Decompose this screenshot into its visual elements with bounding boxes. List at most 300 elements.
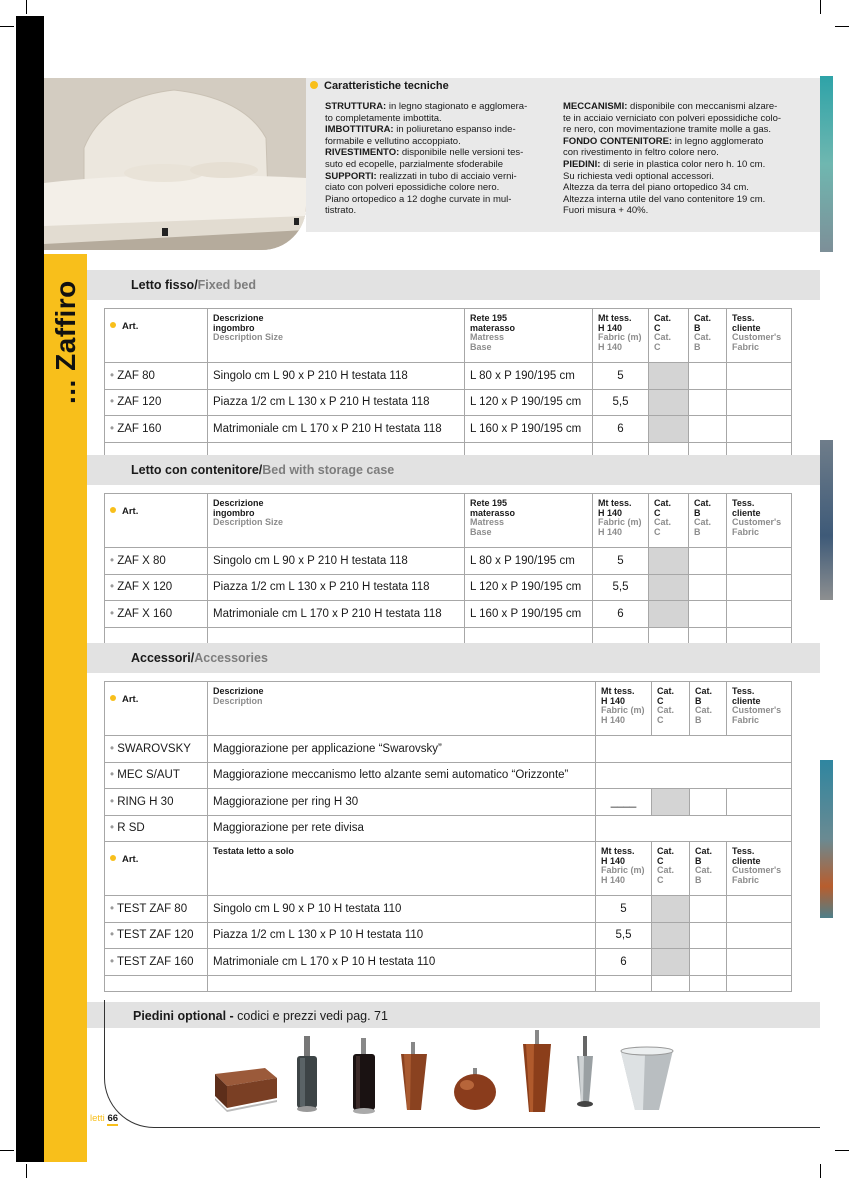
tech-line [563,159,818,171]
edge-strip [820,760,833,918]
table-row [105,922,792,949]
bullet-icon: • [110,742,118,755]
feet-illustrations [205,1030,675,1118]
section-title-it: Letto fisso/ [131,278,198,292]
edge-strip [820,440,833,600]
header-text-en: Fabric (m) [598,517,642,527]
art-code: TEST ZAF 80 [117,902,188,915]
tech-text: Su richiesta vedi optional accessori. [563,170,715,182]
header-text-en: Cat. [657,705,675,715]
tech-line [563,113,818,125]
header-text-en: Fabric [732,714,760,725]
cell-art [105,601,208,628]
cell-description: Maggiorazione per ring H 30 [208,789,596,816]
bullet-dot-icon [110,855,116,861]
header-text: Cat. [657,686,675,696]
header-text-en: C [654,526,661,537]
tech-label: PIEDINI: [563,158,601,170]
cell-cat-c [652,896,690,923]
bullet-icon: • [110,822,118,835]
fixed-bed-table [104,308,792,459]
tech-left-column [325,101,555,217]
cell-fabric [596,815,792,842]
header-text-en: Cat. [654,517,672,527]
header-text: Tess. [732,846,755,856]
cell-rete: L 120 x P 190/195 cm [465,389,593,416]
header-text-en: C [657,874,664,885]
cell-art [105,762,208,789]
tech-text: to completamente imbottita. [325,112,442,124]
section-title-en: Accessories [194,651,268,665]
header-text: Tess. [732,498,755,508]
header-text-en: H 140 [598,341,623,352]
cell-empty [690,975,727,991]
bullet-dot-icon [310,81,318,89]
header-customer-fabric [727,682,792,736]
header-text-en: Matress [470,332,505,342]
cell-art [105,922,208,949]
table-row [105,416,792,443]
header-text: Tess. [732,686,755,696]
cell-empty [689,627,727,643]
header-text: H 140 [598,322,623,333]
header-text-en: Customer's [732,332,782,342]
cell-cat-b [690,922,727,949]
tech-line [563,101,818,113]
cell-cat-b [689,416,727,443]
edge-strip [820,76,833,252]
bullet-icon: • [110,769,118,782]
foot-metal-cone-icon [577,1036,593,1107]
cell-description: Piazza 1/2 cm L 130 x P 210 H testata 118 [208,574,465,601]
tech-label: STRUTTURA: [325,101,387,112]
tech-text: re nero, con movimentazione tramite molle a gas. [563,124,772,136]
cell-cat-b [689,548,727,575]
header-cat-b [690,682,727,736]
bed-photo [44,78,306,250]
cell-cat-c [652,949,690,976]
page-number: 66 [107,1113,119,1124]
tech-line [325,194,555,206]
cell-rete: L 120 x P 190/195 cm [465,574,593,601]
table-row [105,736,792,763]
section-band-fixed [87,270,820,300]
cell-description: Piazza 1/2 cm L 130 x P 210 H testata 118 [208,389,465,416]
tech-label: FONDO CONTENITORE: [563,135,673,147]
header-cat-b [689,309,727,363]
header-fabric [593,494,649,548]
header-text: B [694,322,701,333]
header-cat-b [690,842,727,896]
section-band-storage [87,455,820,485]
table-header [105,309,792,363]
tech-text: realizzati in tubo di acciaio verni- [376,170,517,182]
cell-cat-c [649,548,689,575]
tech-line [563,124,818,136]
tech-text: tistrato. [325,205,357,217]
header-rete [465,494,593,548]
cell-fabric: ____ [596,789,652,816]
header-text: Descrizione [213,498,264,508]
cell-empty [649,627,689,643]
cell-art [105,416,208,443]
table-row [105,389,792,416]
header-text: ingombro [213,322,255,333]
header-text: Descrizione [213,686,264,696]
header-cat-b [689,494,727,548]
art-code: ZAF 160 [117,422,162,435]
side-title: ... Zaffiro [50,280,81,404]
cell-empty [105,627,208,643]
bullet-icon: • [110,581,118,594]
header-text-en: C [657,714,664,725]
cell-description: Matrimoniale cm L 170 x P 210 H testata 118 [208,601,465,628]
tech-line [325,205,555,217]
cell-customer-fabric [727,896,792,923]
tech-right-column [563,101,818,217]
header-text: Cat. [695,846,713,856]
header-fabric [596,682,652,736]
header-text-en: Fabric [732,341,760,352]
cell-empty [727,627,792,643]
header-text-en: Fabric [732,874,760,885]
header-customer-fabric [727,842,792,896]
art-code: MEC S/AUT [117,769,180,782]
header-text: Cat. [694,498,712,508]
header-art [105,494,208,548]
header-text: Rete 195 [470,498,508,508]
cell-fabric: 6 [593,601,649,628]
header-text: Mt tess. [598,498,632,508]
header-text-en: Cat. [694,517,712,527]
cell-description: Maggiorazione meccanismo letto alzante semi automatico “Orizzonte” [208,762,596,789]
cell-fabric: 5,5 [596,922,652,949]
cell-art [105,815,208,842]
tech-line [325,171,555,183]
art-code: ZAF 80 [117,369,155,382]
bullet-icon: • [110,607,118,620]
header-text-en: Matress [470,517,505,527]
header-text-en: Customer's [732,517,782,527]
cell-cat-b [689,574,727,601]
table-header [105,682,792,736]
page-footer [90,1113,118,1124]
bullet-dot-icon [110,695,116,701]
header-cat-c [652,682,690,736]
tech-text: Piano ortopedico a 12 doghe curvate in mul- [325,193,512,205]
bullet-dot-icon [110,507,116,513]
tech-text: Altezza interna utile del vano contenitore 19 cm. [563,193,766,205]
header-text: Mt tess. [598,313,632,323]
cell-empty [208,627,465,643]
header-text: materasso [470,322,516,333]
tech-line [325,136,555,148]
bullet-icon: • [110,396,118,409]
storage-bed-table [104,493,792,644]
header-art [105,309,208,363]
cell-empty [208,975,596,991]
tech-line [325,159,555,171]
table-header [105,842,792,896]
tech-text: ciato con polveri epossidiche colore nero. [325,182,500,194]
bullet-icon: • [110,795,118,808]
header-text-en: Cat. [695,865,713,875]
header-customer-fabric [727,494,792,548]
header-text: Cat. [657,846,675,856]
header-text: H 140 [598,507,623,518]
header-text: cliente [732,855,761,866]
cell-cat-c [652,789,690,816]
cell-fabric [596,736,792,763]
cell-art [105,736,208,763]
header-text-en: B [695,874,702,885]
art-code: RING H 30 [117,795,174,808]
header-text-en: B [694,341,701,352]
header-text-en: Description [213,695,263,706]
cell-customer-fabric [727,949,792,976]
tech-line [325,101,555,113]
header-text-en: B [694,526,701,537]
header-rete [465,309,593,363]
cell-customer-fabric [727,389,792,416]
tech-line [325,124,555,136]
art-code: TEST ZAF 160 [117,955,194,968]
cell-cat-b [689,389,727,416]
header-text: Testata letto a solo [213,846,294,856]
cell-fabric: 5 [593,548,649,575]
cell-cat-b [690,949,727,976]
cell-description: Singolo cm L 90 x P 210 H testata 118 [208,363,465,390]
section-title-it: Accessori/ [131,651,195,665]
art-label: Art. [110,854,138,865]
header-cat-c [649,494,689,548]
art-code: TEST ZAF 120 [117,929,194,942]
header-fabric [593,309,649,363]
header-text: Cat. [694,313,712,323]
tech-text: te in acciaio verniciato con polveri epossidiche colo- [563,112,782,124]
header-text: H 140 [601,695,626,706]
header-text: Tess. [732,313,755,323]
table-header [105,494,792,548]
tech-line [563,194,818,206]
cell-art [105,789,208,816]
header-text: cliente [732,695,761,706]
cell-art [105,548,208,575]
tech-text: Fuori misura + 40%. [563,205,649,217]
header-text: H 140 [601,855,626,866]
header-text-en: Description Size [213,332,284,342]
cell-cat-b [689,363,727,390]
header-text: C [657,695,664,706]
header-text: C [657,855,664,866]
header-text: B [695,695,702,706]
accessories-table [104,681,792,992]
art-code: ZAF X 80 [117,554,166,567]
bullet-icon: • [110,554,118,567]
cell-cat-b [690,896,727,923]
cell-art [105,896,208,923]
art-label: Art. [110,506,138,517]
foot-tapered-wood-icon [401,1042,427,1110]
cell-art [105,949,208,976]
tech-label: MECCANISMI: [563,101,628,112]
header-text: Cat. [654,313,672,323]
cell-empty [593,627,649,643]
header-text-en: Cat. [657,865,675,875]
section-title-en: Fixed bed [197,278,257,292]
header-text-en: Customer's [732,865,782,875]
header-text-en: H 140 [601,874,626,885]
header-text: C [654,507,661,518]
tech-text: in poliuretano espanso inde- [393,124,516,136]
cell-cat-c [649,389,689,416]
section-band-accessories [87,643,820,673]
tech-text: formabile e vellutino accoppiato. [325,135,461,147]
cell-fabric: 5 [593,363,649,390]
header-text: C [654,322,661,333]
header-text-en: Fabric [732,526,760,537]
bullet-icon: • [110,369,118,382]
header-text-en: H 140 [598,526,623,537]
art-label: Art. [110,694,138,705]
tech-line [563,136,818,148]
cell-description: Maggiorazione per applicazione “Swarovsky” [208,736,596,763]
header-text-en: Cat. [695,705,713,715]
cell-rete: L 160 x P 190/195 cm [465,601,593,628]
bullet-icon: • [110,902,118,915]
header-description [208,494,465,548]
header-text: Cat. [654,498,672,508]
header-description [208,842,596,896]
cell-customer-fabric [727,363,792,390]
cell-art [105,389,208,416]
cell-empty [596,975,652,991]
bullet-icon: • [110,422,118,435]
header-text-en: Cat. [654,332,672,342]
tech-line [563,171,818,183]
tech-line [563,205,818,217]
cell-description: Piazza 1/2 cm L 130 x P 10 H testata 110 [208,922,596,949]
cell-rete: L 80 x P 190/195 cm [465,548,593,575]
tech-text: Altezza da terra del piano ortopedico 34 cm. [563,182,749,194]
cell-cat-c [649,416,689,443]
bullet-dot-icon [110,322,116,328]
cell-customer-fabric [727,922,792,949]
header-text-en: B [695,714,702,725]
cell-fabric: 6 [596,949,652,976]
cell-fabric: 5,5 [593,574,649,601]
art-code: SWAROVSKY [117,742,191,755]
header-fabric [596,842,652,896]
piedini-title: Piedini optional - codici e prezzi vedi pag. 71 [133,1009,388,1023]
table-row [105,601,792,628]
foot-tall-wood-icon [523,1030,551,1112]
tech-text: suto ed ecopelle, parzialmente sfoderabile [325,158,503,170]
cell-rete: L 80 x P 190/195 cm [465,363,593,390]
header-customer-fabric [727,309,792,363]
header-text-en: Fabric (m) [601,865,645,875]
art-code: ZAF 120 [117,396,162,409]
cell-description: Matrimoniale cm L 170 x P 210 H testata 118 [208,416,465,443]
section-title-it: Letto con contenitore/ [131,463,263,477]
header-text-en: Fabric (m) [601,705,645,715]
art-code: ZAF X 120 [117,581,173,594]
art-code: ZAF X 160 [117,607,173,620]
art-label: Art. [110,321,138,332]
table-row [105,762,792,789]
tech-label: IMBOTTITURA: [325,124,394,136]
header-text-en: C [654,341,661,352]
header-text-en: Fabric (m) [598,332,642,342]
tech-label: SUPPORTI: [325,170,377,182]
header-text-en: Description Size [213,517,284,527]
cell-empty [465,627,593,643]
header-text-en: Base [470,341,492,352]
tech-text: disponibile nelle versioni tes- [399,147,524,159]
table-row-empty [105,627,792,643]
header-text-en: Cat. [694,332,712,342]
header-text: cliente [732,322,761,333]
header-text-en: H 140 [601,714,626,725]
foot-cylinder-grey-icon [297,1036,317,1112]
header-cat-c [652,842,690,896]
header-text-en: Base [470,526,492,537]
cell-cat-c [652,922,690,949]
foot-cylinder-black-icon [353,1038,375,1114]
cell-art [105,363,208,390]
header-text: Mt tess. [601,846,635,856]
header-text: materasso [470,507,516,518]
bullet-icon: • [110,955,118,968]
header-text-en: Customer's [732,705,782,715]
bullet-icon: • [110,929,118,942]
tech-line [563,147,818,159]
cell-cat-b [689,601,727,628]
foot-block-icon [215,1068,277,1112]
cell-customer-fabric [727,789,792,816]
cell-rete: L 160 x P 190/195 cm [465,416,593,443]
cell-customer-fabric [727,574,792,601]
cell-description: Singolo cm L 90 x P 10 H testata 110 [208,896,596,923]
foot-metal-flared-icon [621,1047,673,1110]
tech-text: con rivestimento in feltro colore nero. [563,147,719,159]
header-text: B [695,855,702,866]
art-code: R SD [117,822,145,835]
header-text: Mt tess. [601,686,635,696]
footer-label: letti [90,1113,105,1124]
table-row [105,363,792,390]
table-row [105,949,792,976]
tech-label: RIVESTIMENTO: [325,147,400,159]
cell-customer-fabric [727,601,792,628]
tech-line [563,182,818,194]
tech-text: di serie in plastica color nero h. 10 cm. [600,158,766,170]
cell-description: Matrimoniale cm L 170 x P 10 H testata 110 [208,949,596,976]
tech-text: in legno stagionato e agglomera- [386,101,528,112]
foot-ball-wood-icon [454,1068,496,1110]
cell-fabric: 5,5 [593,389,649,416]
left-black-bar [16,16,44,1162]
cell-empty [727,975,792,991]
tech-text: in legno agglomerato [672,135,764,147]
header-description [208,682,596,736]
cell-description: Singolo cm L 90 x P 210 H testata 118 [208,548,465,575]
header-text: Cat. [695,686,713,696]
header-text: cliente [732,507,761,518]
header-text: B [694,507,701,518]
cell-art [105,574,208,601]
table-row-empty [105,975,792,991]
